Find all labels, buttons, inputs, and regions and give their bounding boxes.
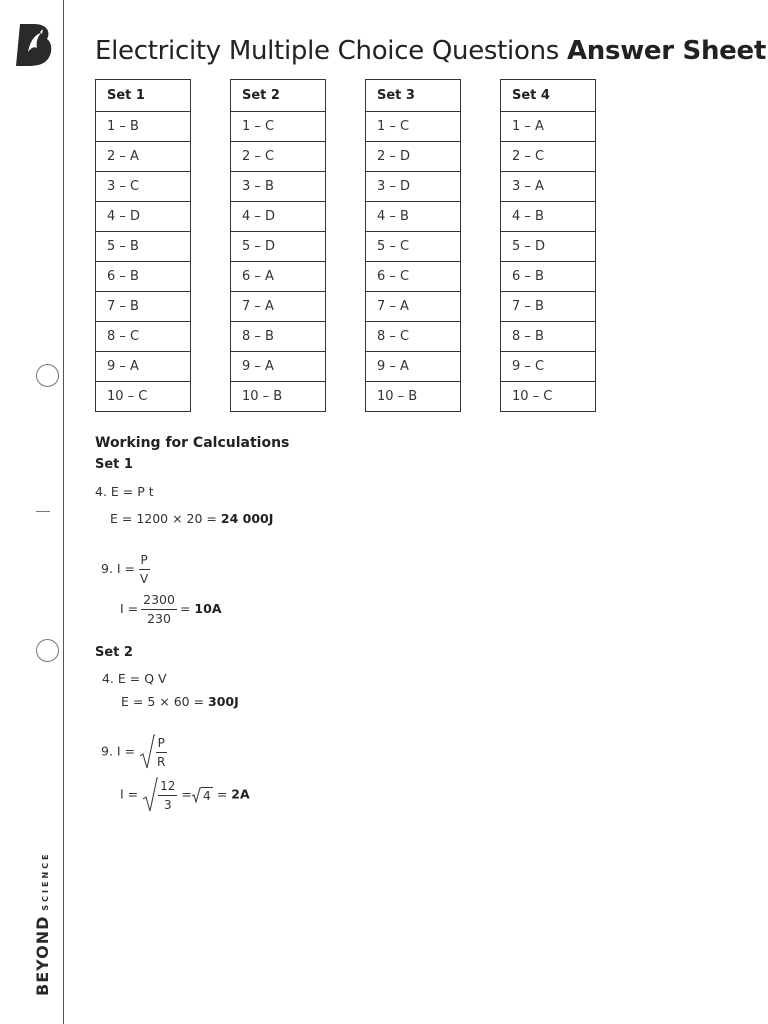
answer-cell: 4 – D <box>231 202 326 232</box>
punch-hole <box>36 364 59 387</box>
set-1-q9-formula: 9. I = $\frac{P}{V}$ <box>101 553 149 586</box>
square-root <box>142 777 177 813</box>
table-header: Set 2 <box>231 80 326 112</box>
set-2-q4-formula: 4. E = Q V <box>102 671 167 686</box>
answer-cell: 4 – B <box>366 202 461 232</box>
answer-cell: 5 – D <box>501 232 596 262</box>
answer-cell: 6 – B <box>501 262 596 292</box>
beyond-science-logo-icon <box>14 22 54 68</box>
radical-sign-icon <box>142 777 158 813</box>
answer-cell: 2 – D <box>366 142 461 172</box>
brand-sub-text: SCIENCE <box>41 851 50 911</box>
fraction: $\frac{P}{V}$ <box>140 553 149 586</box>
answer-cell: 8 – C <box>96 322 191 352</box>
answer-cell: 10 – B <box>366 382 461 412</box>
answer-cell: 9 – A <box>96 352 191 382</box>
set-1-q9-answer: 10A <box>194 601 222 616</box>
fraction: $\frac{12}{3}$ <box>160 778 176 812</box>
answer-cell: 8 – C <box>366 322 461 352</box>
answer-cell: 10 – B <box>231 382 326 412</box>
answer-cell: 6 – C <box>366 262 461 292</box>
brand-main-text: BEYOND <box>33 915 52 996</box>
fraction: $\frac{P}{R}$ <box>157 735 166 769</box>
working-heading: Working for Calculations <box>95 435 290 451</box>
answer-cell: 2 – C <box>231 142 326 172</box>
answer-cell: 10 – C <box>96 382 191 412</box>
answer-cell: 10 – C <box>501 382 596 412</box>
answer-table-set-4 <box>500 79 596 412</box>
answer-cell: 7 – B <box>501 292 596 322</box>
answer-cell: 1 – C <box>366 112 461 142</box>
set-2-label: Set 2 <box>95 645 133 660</box>
title-regular: Electricity Multiple Choice Questions <box>95 36 560 66</box>
answer-cell: 8 – B <box>231 322 326 352</box>
answer-cell: 9 – A <box>231 352 326 382</box>
answer-cell: 5 – C <box>366 232 461 262</box>
answer-cell: 9 – C <box>501 352 596 382</box>
answer-cell: 3 – D <box>366 172 461 202</box>
answer-cell: 4 – D <box>96 202 191 232</box>
answer-cell: 1 – C <box>231 112 326 142</box>
page-title <box>95 36 766 66</box>
answer-cell: 2 – C <box>501 142 596 172</box>
answer-table-set-1 <box>95 79 191 412</box>
set-1-q4-calculation: E = 1200 × 20 = 24 000J <box>110 511 274 526</box>
answer-cell: 3 – C <box>96 172 191 202</box>
answer-cell: 7 – B <box>96 292 191 322</box>
answer-cell: 5 – B <box>96 232 191 262</box>
radical-sign-icon <box>192 787 201 803</box>
answer-cell: 3 – B <box>231 172 326 202</box>
answer-cell: 6 – A <box>231 262 326 292</box>
title-bold: Answer Sheet <box>566 36 766 66</box>
punch-hole <box>36 639 59 662</box>
set-1-label: Set 1 <box>95 457 133 472</box>
answer-cell: 7 – A <box>231 292 326 322</box>
answer-cell: 2 – A <box>96 142 191 172</box>
answer-table-set-3 <box>365 79 461 412</box>
set-2-q4-calculation: E = 5 × 60 = 300J <box>121 694 239 709</box>
set-2-q9-calculation: I = $\frac{12}{3}$ = 4 = 2A <box>120 778 250 812</box>
answer-cell: 5 – D <box>231 232 326 262</box>
brand-wordmark <box>33 851 52 996</box>
set-1-q9-calculation: I = $\frac{2300}{230}$ = 10A <box>120 592 222 626</box>
answer-cell: 6 – B <box>96 262 191 292</box>
table-header: Set 1 <box>96 80 191 112</box>
margin-line <box>63 0 64 1024</box>
table-header: Set 4 <box>501 80 596 112</box>
answer-cell: 8 – B <box>501 322 596 352</box>
set-1-q4-answer: 24 000J <box>220 511 274 526</box>
fraction: $\frac{2300}{230}$ <box>143 592 175 626</box>
square-root: 4 <box>192 787 213 803</box>
square-root <box>139 734 167 770</box>
answer-cell: 1 – B <box>96 112 191 142</box>
set-1-q4-formula: 4. E = P t <box>95 484 154 499</box>
margin-tick <box>36 511 50 512</box>
answer-table-set-2 <box>230 79 326 412</box>
answer-cell: 7 – A <box>366 292 461 322</box>
answer-cell: 3 – A <box>501 172 596 202</box>
answer-cell: 4 – B <box>501 202 596 232</box>
answer-cell: 1 – A <box>501 112 596 142</box>
radical-sign-icon <box>139 734 155 770</box>
set-2-q9-formula: 9. I = $\frac{P}{R}$ <box>101 735 166 769</box>
table-header: Set 3 <box>366 80 461 112</box>
set-2-q4-answer: 300J <box>208 694 239 709</box>
set-2-q9-answer: 2A <box>231 786 250 802</box>
answer-cell: 9 – A <box>366 352 461 382</box>
